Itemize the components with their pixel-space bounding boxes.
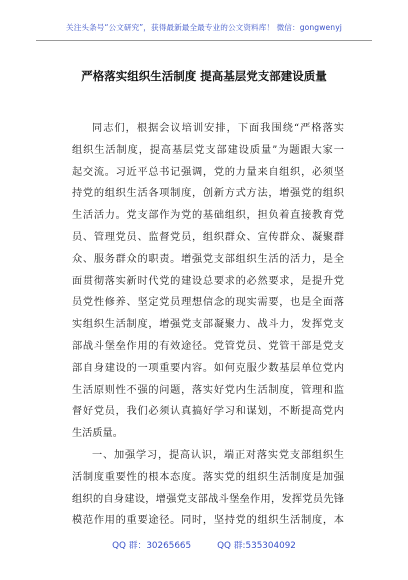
footer-qq-group-2: QQ 群:535304092 — [217, 541, 296, 551]
body-line: 员党性修养、坚定党员理想信念的现实需要，也是全面落 — [72, 297, 344, 309]
header-divider — [36, 40, 372, 41]
body-line: 生活活力。党支部作为党的基础组织，担负着直接教育党 — [72, 210, 344, 222]
document-body — [72, 118, 344, 532]
body-line: 同志们，根据会议培训安排，下面我围绕“严格落实 — [92, 123, 344, 134]
body-line: 督好党员，我们必须认真搞好学习和谋划，不断提高党内 — [72, 406, 344, 418]
body-line: 组织的自身建设，增强党支部战斗堡垒作用，发挥党员先锋 — [72, 493, 344, 505]
body-line: 持党的组织生活各项制度，创新方式方法，增强党的组织 — [72, 188, 344, 200]
body-line: 生活质量。 — [72, 428, 123, 440]
body-line: 活制度重要性的根本态度。落实党的组织生活制度是加强 — [72, 471, 344, 483]
document-title: 严格落实组织生活制度 提高基层党支部建设质量 — [81, 69, 327, 83]
body-line: 模范作用的重要途径。同时，坚持党的组织生活制度，本 — [72, 515, 344, 527]
footer-note — [0, 538, 408, 551]
body-line: 众、服务群众的职责。增强党支部组织生活的活力，是全 — [72, 253, 344, 265]
body-line: 员、管理党员、监督党员，组织群众、宣传群众、凝聚群 — [72, 231, 344, 243]
body-line: 部战斗堡垒作用的有效途径。党管党员、党管干部是党支 — [72, 340, 344, 352]
body-line: 组织生活制度，提高基层党支部建设质量”为题跟大家一 — [72, 144, 344, 156]
body-line: 一、加强学习，提高认识，端正对落实党支部组织生 — [92, 449, 344, 461]
body-line: 部自身建设的一项重要内容。如何克服少数基层单位党内 — [72, 362, 344, 374]
footer-qq-group-1: QQ 群：30265665 — [112, 541, 192, 551]
body-line: 实组织生活制度，增强党支部凝聚力、战斗力，发挥党支 — [72, 319, 344, 331]
header-note: 关注头条号“公文研究”，获得最新最全最专业的公文资料库！ 微信：gongwenyj — [66, 23, 342, 32]
body-line: 起交流。习近平总书记强调，党的力量来自组织，必须坚 — [72, 166, 344, 178]
body-line: 面贯彻落实新时代党的建设总要求的必然要求，是提升党 — [72, 275, 344, 287]
body-line: 生活原则性不强的问题，落实好党内生活制度，管理和监 — [72, 384, 344, 396]
